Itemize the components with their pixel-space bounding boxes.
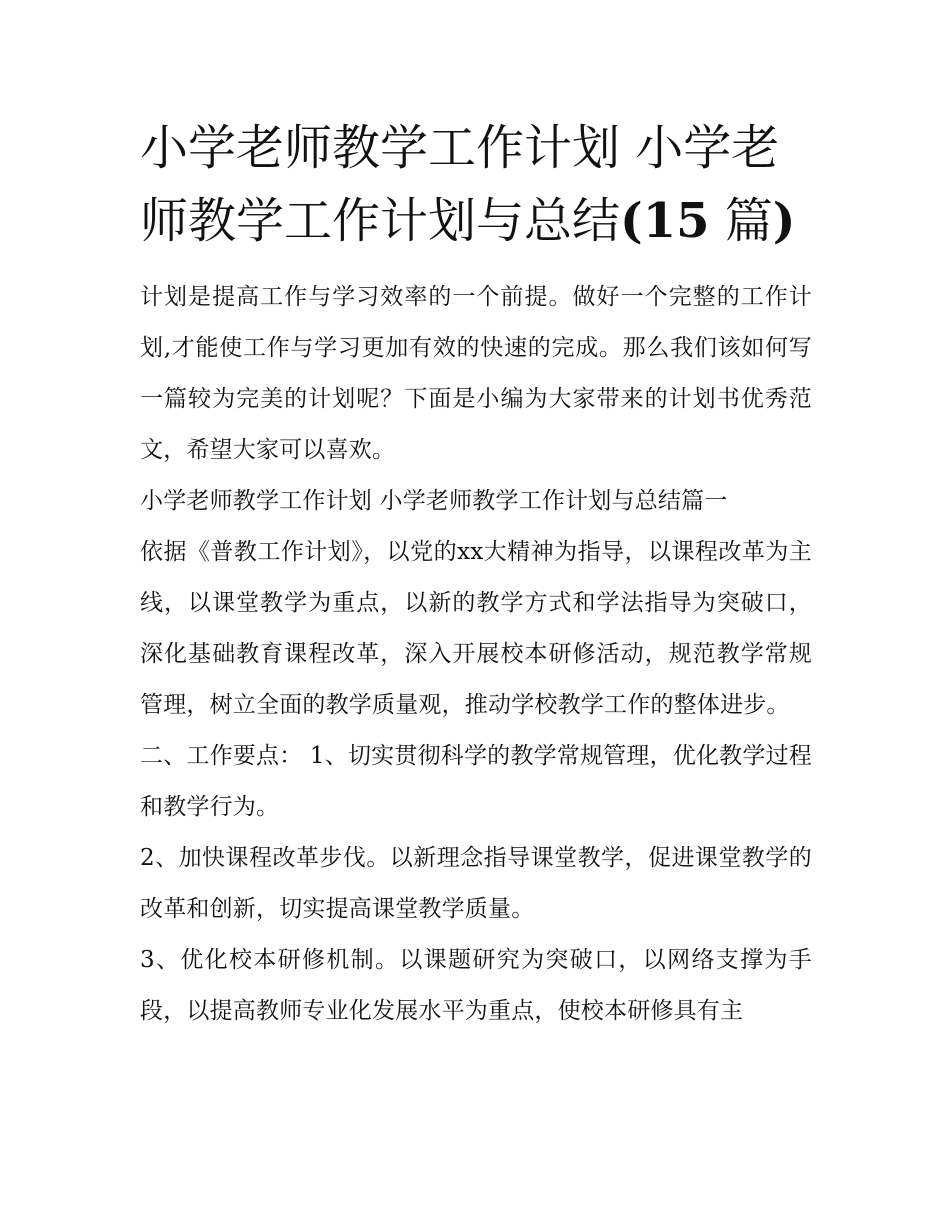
title-unit: 篇	[709, 193, 773, 249]
document-body	[140, 112, 812, 1037]
title-count: (15	[620, 193, 710, 249]
section-heading: 小学老师教学工作计划 小学老师教学工作计划与总结篇一	[140, 488, 728, 514]
work-point-paragraph: 3、优化校本研修机制。以课题研究为突破口，以网络支撑为手段，以提高教师专业化发展水平为重点，使校本研修具有主	[140, 947, 812, 1024]
title-text: 小学老师教学工作计划 小学老师教学工作计划与总结	[140, 120, 780, 249]
work-point-paragraph: 二、工作要点： 1、切实贯彻科学的教学常规管理，优化教学过程和教学行为。	[140, 743, 812, 820]
work-point-paragraph: 2、加快课程改革步伐。以新理念指导课堂教学，促进课堂教学的改革和创新，切实提高课堂教学质量。	[140, 845, 812, 922]
title-close-paren: )	[772, 193, 796, 249]
document-title	[140, 112, 812, 258]
intro-paragraph: 计划是提高工作与学习效率的一个前提。做好一个完整的工作计划,才能使工作与学习更加有效的快速的完成。那么我们该如何写一篇较为完美的计划呢？下面是小编为大家带来的计划书优秀范文，希望大家可以喜欢。	[140, 284, 812, 463]
guideline-paragraph: 依据《普教工作计划》，以党的xx大精神为指导，以课程改革为主线，以课堂教学为重点，以新的教学方式和学法指导为突破口，深化基础教育课程改革，深入开展校本研修活动，规范教学常规管理，树立全面的教学质量观，推动学校教学工作的整体进步。	[140, 539, 812, 718]
